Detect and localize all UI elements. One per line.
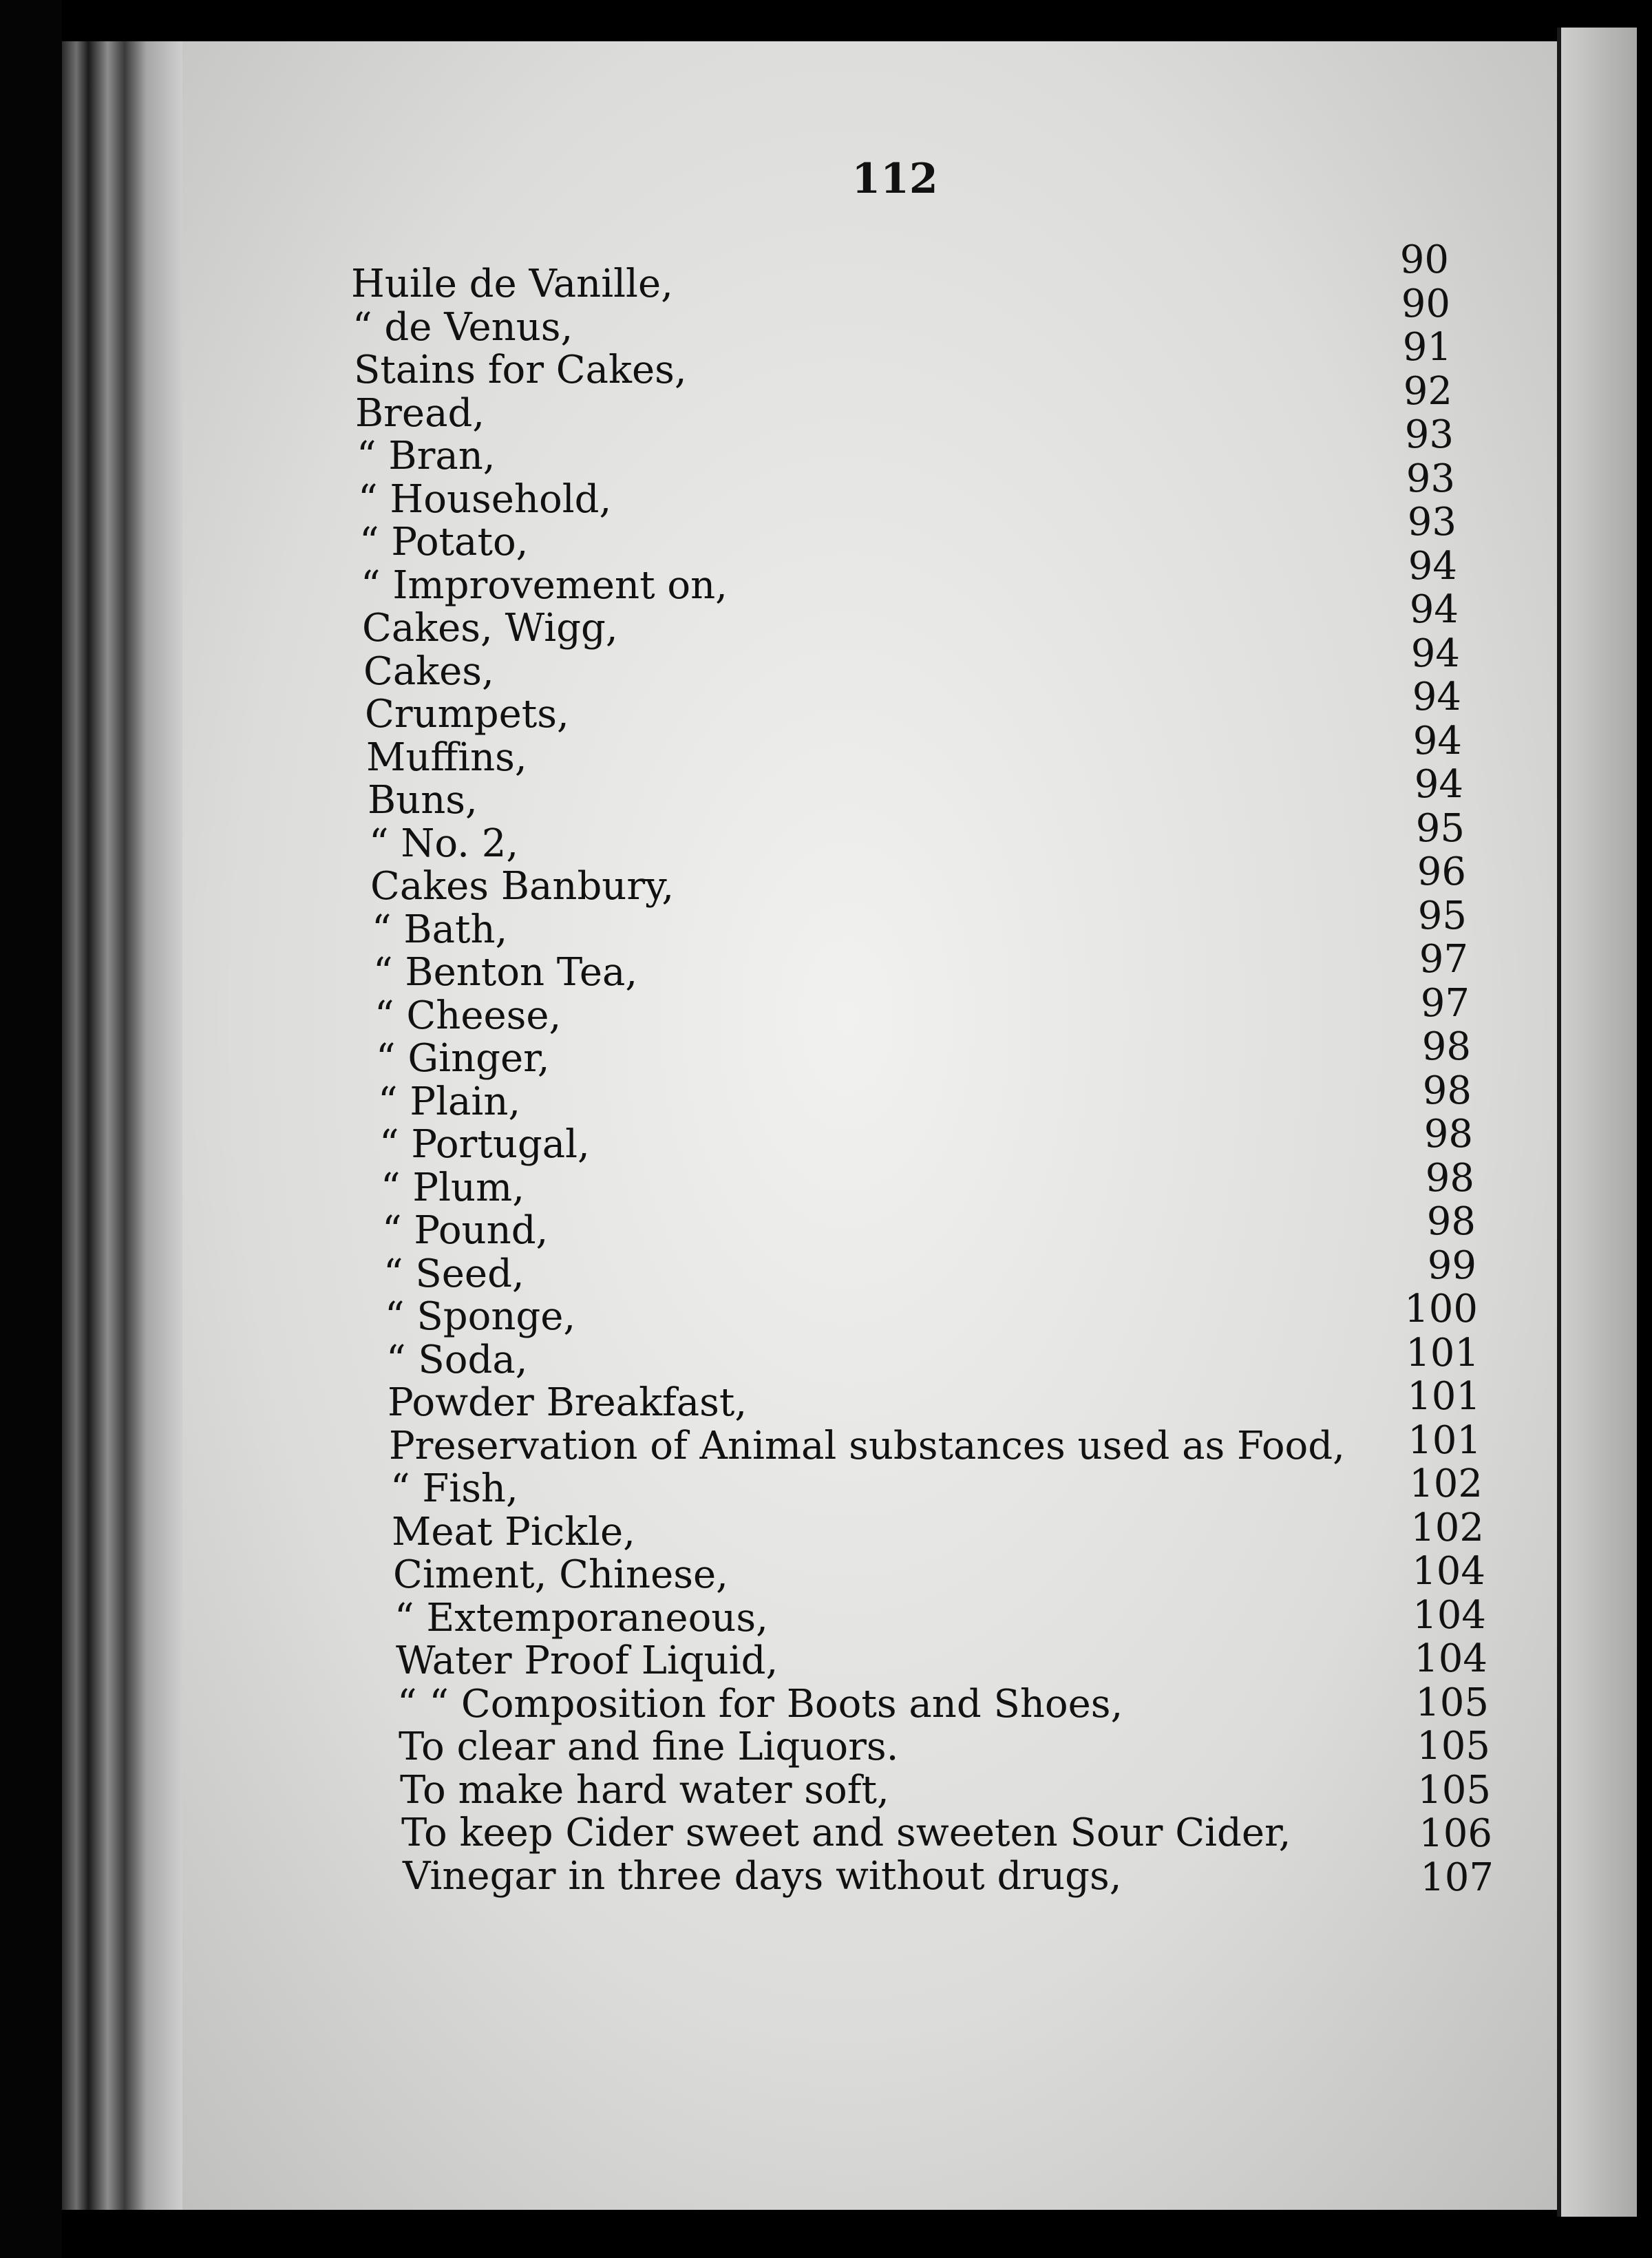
index-entry-page: 95: [1415, 806, 1465, 851]
index-entry-label: “ de Venus,: [352, 305, 573, 350]
index-entry-page: 98: [1423, 1112, 1473, 1157]
index-entry-label: “ Cheese,: [374, 993, 562, 1038]
index-entry-page: 94: [1414, 762, 1463, 807]
index-entry-page: 95: [1417, 894, 1467, 938]
index-entry-label: “ Plain,: [378, 1079, 521, 1124]
index-entry-page: 93: [1404, 412, 1454, 457]
index-entry-label: Buns,: [368, 778, 478, 823]
index-entry-page: 101: [1407, 1374, 1481, 1419]
index-entry-label: “ Portugal,: [379, 1122, 590, 1167]
index-entry-page: 98: [1426, 1199, 1476, 1244]
index-entry-page: 106: [1419, 1811, 1492, 1856]
index-entry-page: 101: [1406, 1331, 1479, 1375]
index-entry-page: 101: [1408, 1418, 1481, 1463]
index-entry-page: 93: [1406, 456, 1455, 501]
index-entry-page: 107: [1420, 1855, 1494, 1900]
index-entry-page: 90: [1401, 282, 1450, 326]
index-entry-label: Water Proof Liquid,: [396, 1638, 779, 1683]
index-entry-page: 102: [1410, 1506, 1484, 1550]
index-entry-page: 92: [1403, 369, 1452, 414]
index-entry-label: Preservation of Animal substances used as Food,: [389, 1424, 1345, 1468]
index-entry-page: 104: [1412, 1593, 1486, 1638]
index-entry-page: 91: [1402, 325, 1452, 370]
index-entry-label: Muffins,: [366, 735, 527, 780]
index-entry-page: 100: [1404, 1287, 1478, 1331]
index-entry-label: Huile de Vanille,: [351, 262, 673, 306]
index-entry-label: To keep Cider sweet and sweeten Sour Cider,: [401, 1811, 1291, 1855]
index-entry-label: Ciment, Chinese,: [393, 1552, 728, 1597]
index-entry-label: Stains for Cakes,: [354, 348, 687, 392]
index-entry-page: 93: [1407, 500, 1457, 545]
scan-border: [0, 0, 62, 2258]
index-entry-label: “ Bran,: [357, 434, 496, 478]
adjacent-page-edge: [1561, 28, 1637, 2217]
index-entry-label: Cakes,: [363, 649, 494, 694]
index-entry-page: 99: [1427, 1243, 1476, 1288]
index-entry-label: “ Sponge,: [385, 1294, 576, 1339]
index-entry-label: To make hard water soft,: [400, 1768, 889, 1813]
index-entry-page: 98: [1421, 1024, 1471, 1069]
index-entry-label: Meat Pickle,: [392, 1510, 635, 1554]
index-entry-label: “ Potato,: [359, 520, 529, 564]
index-entry-label: Cakes, Wigg,: [362, 606, 618, 651]
index-entry-label: Vinegar in three days without drugs,: [403, 1854, 1122, 1899]
index-entry-label: “ Soda,: [386, 1338, 528, 1382]
index-entry-label: “ Plum,: [381, 1165, 525, 1210]
index-entry-page: 105: [1417, 1724, 1490, 1769]
index-entry-label: Crumpets,: [365, 692, 569, 737]
index-entry-label: “ Bath,: [372, 907, 508, 952]
index-entry-label: Bread,: [355, 391, 485, 436]
page-number: 112: [851, 155, 938, 203]
index-entry-page: 96: [1417, 850, 1466, 894]
index-entry-page: 104: [1414, 1636, 1487, 1681]
index-entry-page: 98: [1425, 1156, 1474, 1201]
index-entry-label: Powder Breakfast,: [388, 1380, 748, 1425]
index-entry-label: “ Extemporaneous,: [394, 1596, 768, 1640]
index-entry-label: “ Fish,: [390, 1466, 518, 1511]
index-entry-page: 94: [1409, 587, 1459, 632]
index-entry-page: 94: [1412, 675, 1461, 719]
index-entry-label: “ “ Composition for Boots and Shoes,: [397, 1682, 1123, 1727]
index-entry-page: 97: [1420, 981, 1470, 1026]
index-entry-page: 90: [1399, 238, 1449, 282]
index-entry-page: 94: [1408, 544, 1457, 589]
index-entry-label: “ Improvement on,: [361, 563, 728, 608]
book-spine: [62, 41, 182, 2210]
index-entry-page: 105: [1415, 1680, 1489, 1725]
index-entry-label: “ Household,: [358, 477, 612, 522]
index-entry-page: 98: [1422, 1068, 1472, 1113]
index-entry-page: 94: [1412, 719, 1462, 763]
index-entry-label: “ Pound,: [382, 1208, 549, 1253]
index-entry-page: 97: [1419, 937, 1468, 982]
index-entry-label: “ Seed,: [383, 1252, 525, 1296]
index-entry-label: Cakes Banbury,: [370, 864, 675, 909]
index-entry-label: To clear and fine Liquors.: [399, 1724, 899, 1769]
index-entry-label: “ Ginger,: [376, 1036, 550, 1081]
index-entry-page: 104: [1412, 1549, 1485, 1594]
index-entry-page: 102: [1409, 1462, 1483, 1506]
index-entry-label: “ No. 2,: [369, 821, 519, 866]
index-entry-label: “ Benton Tea,: [373, 950, 638, 995]
index-entry-page: 105: [1417, 1768, 1491, 1813]
index-entry-page: 94: [1410, 631, 1460, 676]
